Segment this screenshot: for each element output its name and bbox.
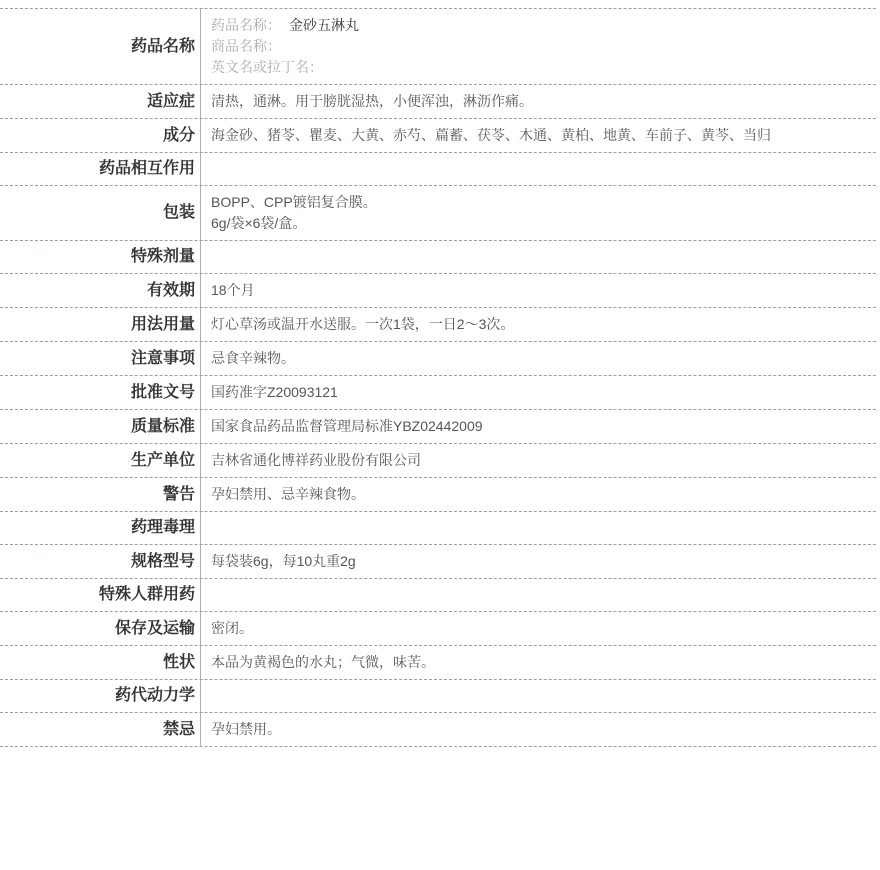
- row-label: 药理毒理: [130, 519, 195, 536]
- row-manufacturer: [0, 443, 876, 477]
- row-pharmacology-toxicology: [0, 511, 876, 544]
- row-drug-name: [0, 8, 876, 84]
- row-value: 海金砂、猪苓、瞿麦、大黄、赤芍、萹蓄、茯苓、木通、黄柏、地黄、车前子、黄芩、当归: [200, 119, 876, 152]
- row-value: 孕妇禁用、忌辛辣食物。: [200, 478, 876, 511]
- row-label: 包装: [162, 204, 195, 221]
- row-contraindications: [0, 712, 876, 747]
- drug-name-value: 金砂五淋丸: [289, 17, 359, 33]
- packaging-line: BOPP、CPP镀铝复合膜。: [211, 194, 377, 210]
- row-label: 批准文号: [130, 383, 195, 401]
- row-label: 禁忌: [162, 720, 195, 738]
- drug-name-prefix: 药品名称：: [211, 17, 281, 33]
- row-label: 质量标准: [130, 417, 195, 435]
- row-label: 药代动力学: [114, 687, 195, 704]
- row-label: 适应症: [146, 92, 195, 110]
- row-label: 规格型号: [130, 552, 195, 570]
- english-name-line: [211, 57, 864, 78]
- row-indications: [0, 84, 876, 118]
- row-special-dosage: [0, 240, 876, 273]
- row-pharmacokinetics: [0, 679, 876, 712]
- row-label: 警告: [162, 485, 195, 503]
- row-value: [200, 153, 876, 185]
- row-value: 本品为黄褐色的水丸；气微，味苦。: [200, 646, 876, 679]
- row-label: 有效期: [146, 281, 195, 299]
- row-label: 药品相互作用: [98, 160, 195, 177]
- row-value: 忌食辛辣物。: [200, 342, 876, 375]
- row-value: [200, 579, 876, 611]
- row-properties: [0, 645, 876, 679]
- trade-name-prefix: 商品名称：: [211, 38, 281, 54]
- row-drug-interactions: [0, 152, 876, 185]
- trade-name-line: [211, 36, 864, 57]
- row-value: 孕妇禁用。: [200, 713, 876, 746]
- row-value: 灯心草汤或温开水送服。一次1袋，一日2～3次。: [200, 308, 876, 341]
- row-value: [200, 186, 876, 240]
- row-quality-standard: [0, 409, 876, 443]
- row-value: 每袋装6g，每10丸重2g: [200, 545, 876, 578]
- row-value: 国药准字Z20093121: [200, 376, 876, 409]
- row-special-populations: [0, 578, 876, 611]
- row-value: [200, 9, 876, 84]
- drug-info-table: [0, 8, 876, 747]
- row-label: 用法用量: [130, 315, 195, 333]
- row-label: 保存及运输: [114, 619, 195, 637]
- row-label: 性状: [162, 653, 195, 671]
- row-packaging: [0, 185, 876, 240]
- row-value: 密闭。: [200, 612, 876, 645]
- row-label: 药品名称: [130, 37, 195, 55]
- row-label: 生产单位: [130, 451, 195, 469]
- row-ingredients: [0, 118, 876, 152]
- packaging-line: 6g/袋×6袋/盒。: [211, 215, 307, 231]
- row-value: 国家食品药品监督管理局标准YBZ02442009: [200, 410, 876, 443]
- english-name-prefix: 英文名或拉丁名：: [211, 59, 323, 75]
- row-value: [200, 680, 876, 712]
- row-value: [200, 512, 876, 544]
- row-warning: [0, 477, 876, 511]
- row-value: [200, 241, 876, 273]
- row-label: 成分: [162, 126, 195, 144]
- row-value: 18个月: [200, 274, 876, 307]
- row-specification: [0, 544, 876, 578]
- row-value: 吉林省通化博祥药业股份有限公司: [200, 444, 876, 477]
- row-value: 清热，通淋。用于膀胱湿热，小便浑浊，淋沥作痛。: [200, 85, 876, 118]
- row-label: 特殊剂量: [130, 248, 195, 265]
- row-approval-number: [0, 375, 876, 409]
- row-storage-transport: [0, 611, 876, 645]
- row-label: 注意事项: [130, 349, 195, 367]
- row-label: 特殊人群用药: [98, 586, 195, 603]
- row-precautions: [0, 341, 876, 375]
- drug-name-line: [211, 15, 864, 36]
- row-usage-dosage: [0, 307, 876, 341]
- row-validity-period: [0, 273, 876, 307]
